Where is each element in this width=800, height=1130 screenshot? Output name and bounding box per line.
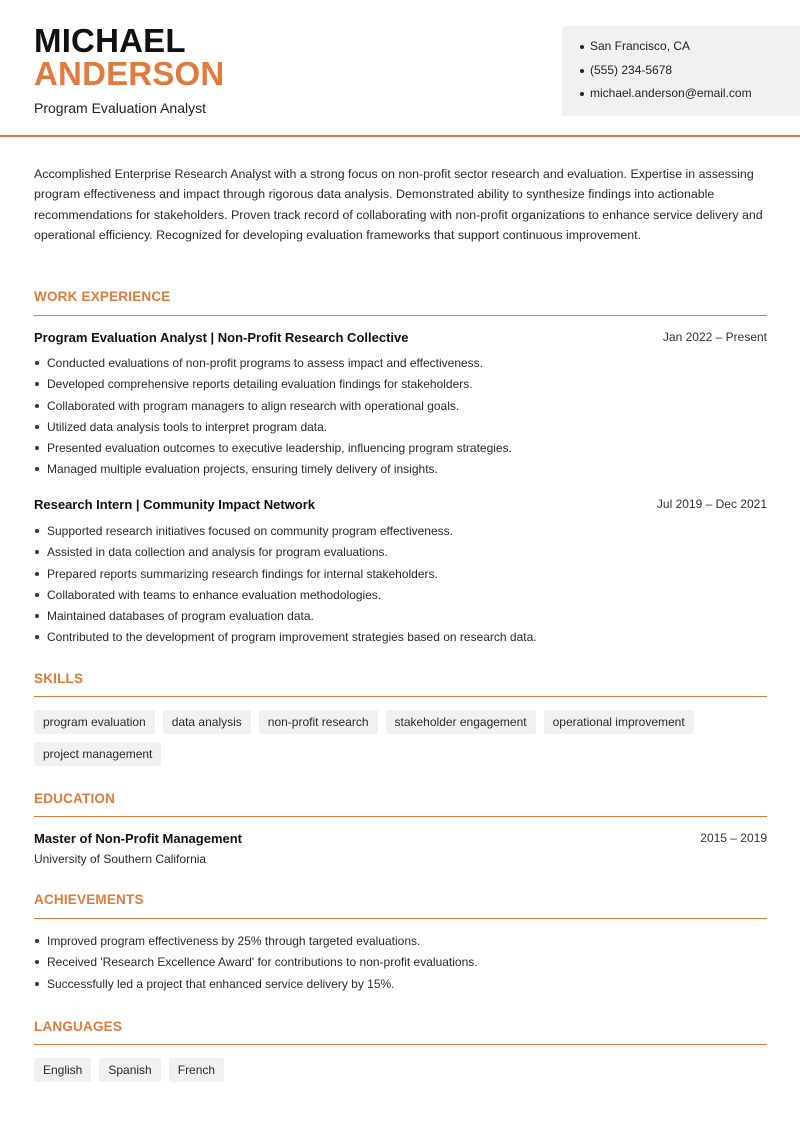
list-item: Improved program effectiveness by 25% through targeted evaluations. [34, 933, 767, 954]
section-divider [34, 1044, 767, 1045]
education-degree: Master of Non-Profit Management [34, 831, 243, 846]
section-divider [34, 315, 767, 316]
list-item: Collaborated with teams to enhance evaluation methodologies. [34, 587, 767, 608]
section-title-experience: WORK EXPERIENCE [34, 289, 171, 304]
contact-phone: (555) 234-5678 [580, 63, 800, 87]
resume-header [0, 0, 800, 137]
language-chip: French [169, 1058, 224, 1082]
list-item: Maintained databases of program evaluation data. [34, 608, 767, 629]
job-bullets [34, 355, 767, 483]
education-school: University of Southern California [34, 852, 207, 866]
last-name: ANDERSON [34, 55, 225, 92]
contact-box [562, 26, 800, 116]
list-item: Assisted in data collection and analysis for program evaluations. [34, 544, 767, 565]
section-title-languages: LANGUAGES [34, 1019, 123, 1034]
job-header [34, 330, 767, 348]
skill-chip: data analysis [163, 710, 251, 734]
achievements-list [34, 933, 767, 997]
language-chip: English [34, 1058, 91, 1082]
list-item: Managed multiple evaluation projects, ensuring timely delivery of insights. [34, 461, 767, 482]
list-item: Contributed to the development of program improvement strategies based on research data. [34, 629, 767, 650]
section-title-achievements: ACHIEVEMENTS [34, 892, 144, 907]
section-divider [34, 816, 767, 817]
job-role: Research Intern | Community Impact Network [34, 497, 316, 512]
skills-list [34, 710, 767, 766]
section-divider [34, 696, 767, 697]
list-item: Received 'Research Excellence Award' for contributions to non-profit evaluations. [34, 954, 767, 975]
skill-chip: program evaluation [34, 710, 155, 734]
education-dates: 2015 – 2019 [700, 831, 767, 845]
list-item: Conducted evaluations of non-profit programs to assess impact and effectiveness. [34, 355, 767, 376]
languages-list [34, 1058, 767, 1082]
skill-chip: project management [34, 742, 161, 766]
language-chip: Spanish [99, 1058, 160, 1082]
summary-text: Accomplished Enterprise Research Analyst with a strong focus on non-profit sector research and evaluation. Expertise in assessing program effectiveness and impact through rigorous data analysis. Demonstrated ability to synthesize findings into actionable recommendations for stakeholders. Proven track record of collaborating with non-profit organizations to enhance service delivery and operational efficiency. Recognized for developing evaluation frameworks that support continuous improvement. [34, 167, 763, 243]
skill-chip: operational improvement [544, 710, 694, 734]
list-item: Developed comprehensive reports detailing evaluation findings for stakeholders. [34, 376, 767, 397]
list-item: Collaborated with program managers to align research with operational goals. [34, 398, 767, 419]
list-item: Supported research initiatives focused on community program effectiveness. [34, 523, 767, 544]
skill-chip: non-profit research [259, 710, 378, 734]
job-dates: Jan 2022 – Present [662, 330, 767, 344]
job-bullets [34, 523, 767, 651]
first-name: MICHAEL [34, 22, 186, 59]
section-title-education: EDUCATION [34, 791, 116, 806]
list-item: Presented evaluation outcomes to executive leadership, influencing program strategies. [34, 440, 767, 461]
list-item: Utilized data analysis tools to interpret program data. [34, 419, 767, 440]
list-item: Successfully led a project that enhanced service delivery by 15%. [34, 976, 767, 997]
list-item: Prepared reports summarizing research findings for internal stakeholders. [34, 566, 767, 587]
job-header [34, 497, 767, 515]
section-title-skills: SKILLS [34, 671, 84, 686]
contact-location: San Francisco, CA [580, 39, 800, 63]
job-title: Program Evaluation Analyst [34, 100, 206, 116]
contact-email[interactable]: michael.anderson@email.com [580, 86, 800, 110]
section-divider [34, 918, 767, 919]
job-dates: Jul 2019 – Dec 2021 [656, 497, 767, 511]
skill-chip: stakeholder engagement [386, 710, 536, 734]
job-role: Program Evaluation Analyst | Non-Profit Research Collective [34, 330, 409, 345]
